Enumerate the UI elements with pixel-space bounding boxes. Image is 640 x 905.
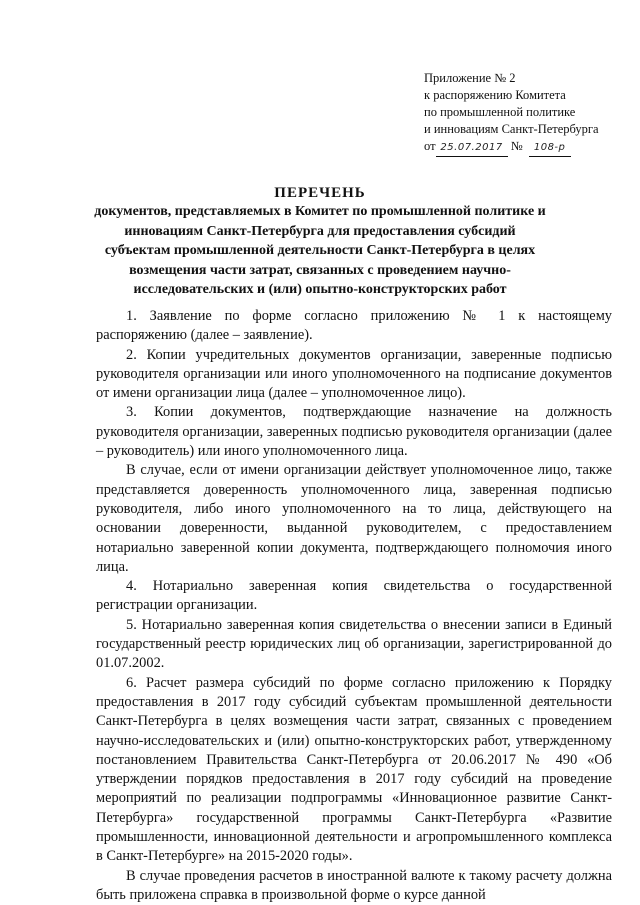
annex-line-2: к распоряжению Комитета [424, 88, 566, 102]
annex-line-4: и инновациям Санкт-Петербурга [424, 122, 599, 136]
paragraph-7: 6. Расчет размера субсидий по форме согласно приложению к Порядку предоставления в 2017 году субсидий субъектам промышленной деятельности Санкт-Петербурга в целях возмещения части затрат, связанных с проведением научно-исследовательских и (или) опытно-конструкторских работ, утвержденному постановлением Правительства Санкт-Петербурга от 20.06.2017 № 490 «Об утверждении порядков предоставления в 2017 году субсидий на проведение мероприятий по реализации подпрограммы «Инновационное развитие Санкт-Петербурга» государственной программы Санкт-Петербурга «Развитие промышленности, инновационной деятельности и агропромышленного комплекса в Санкт-Петербурге» на 2015-2020 годы». [96, 674, 612, 865]
annex-line-1: Приложение № 2 [424, 71, 516, 85]
from-label: от [424, 139, 436, 153]
number-label: № [510, 139, 523, 153]
paragraph-5: 4. Нотариально заверенная копия свидетельства о государственной регистрации организации. [96, 578, 612, 614]
paragraph-8: В случае проведения расчетов в иностранной валюте к такому расчету должна быть приложена справка в произвольной форме о курсе данной [96, 867, 612, 903]
annex-line-3: по промышленной политике [424, 105, 576, 119]
annex-date-line [424, 138, 624, 157]
handwritten-date: 25.07.2017 [436, 139, 508, 157]
paragraph-6: 5. Нотариально заверенная копия свидетельства о внесении записи в Единый государственный реестр юридических лиц об организации, зарегистрированной до 01.07.2002. [96, 616, 612, 672]
paragraph-4: В случае, если от имени организации действует уполномоченное лицо, также представляется доверенность уполномоченного лица, заверенная подписью руководителя, либо иного уполномоченного на то лица, действующего на основании доверенности, выданной руководителем, с предоставлением нотариально заверенной копии документа, подтверждающего полномочия иного лица. [96, 462, 612, 575]
document-body [96, 307, 612, 905]
document-subtitle: документов, представляемых в Комитет по промышленной политике и инновациям Санкт-Петербурга для предоставления субсидий субъектам промышленной деятельности Санкт-Петербурга в целях возмещения части затрат, связанных с проведением научно-исследовательских и (или) опытно-конструкторских работ [94, 204, 546, 297]
handwritten-number: 108-р [529, 139, 571, 157]
paragraph-3: 3. Копии документов, подтверждающие назначение на должность руководителя организации, заверенных подписью руководителя организации (далее – руководитель) или иного уполномоченного лица. [96, 404, 612, 460]
paragraph-2: 2. Копии учредительных документов организации, заверенные подписью руководителя организации или иного уполномоченного на подписание документов от имени организации лица (далее – уполномоченное лицо). [96, 346, 612, 402]
paragraph-1: 1. Заявление по форме согласно приложению № 1 к настоящему распоряжению (далее – заявление). [96, 308, 612, 344]
annex-block [424, 70, 624, 157]
document-title: ПЕРЕЧЕНЬ [274, 185, 366, 201]
